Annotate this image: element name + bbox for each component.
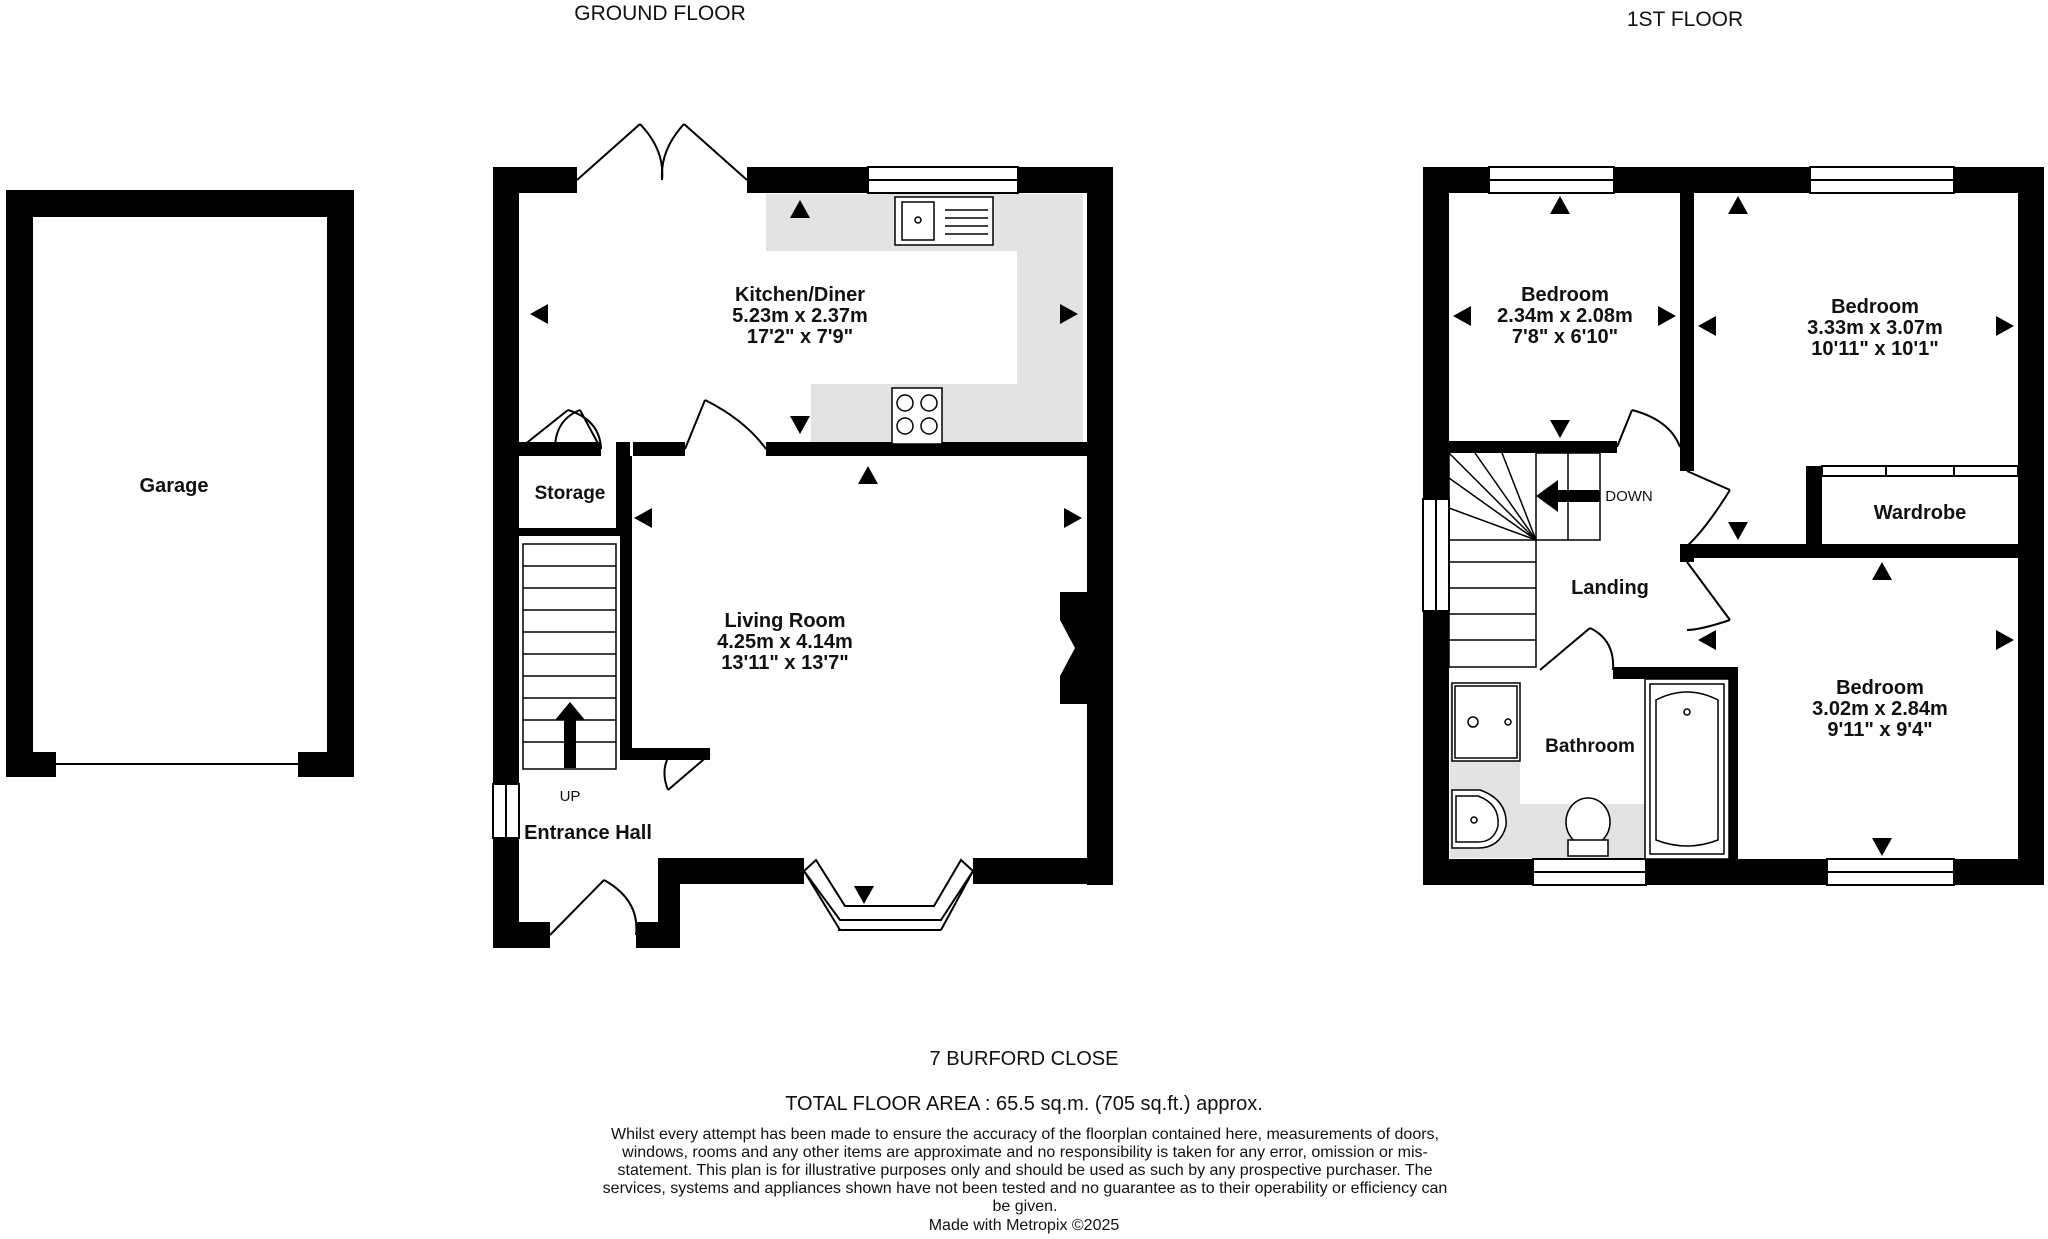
bedroom-main-name: Bedroom xyxy=(1831,296,1919,318)
bedroom-third-metric: 3.02m x 2.84m xyxy=(1812,698,1948,720)
landing-label: Landing xyxy=(1571,577,1649,599)
up-arrow-icon xyxy=(555,702,585,768)
entrance-hall-label: Entrance Hall xyxy=(524,822,652,844)
kitchen-hob xyxy=(892,388,942,444)
ground-floor-title: GROUND FLOOR xyxy=(574,2,746,25)
garage-label: Garage xyxy=(139,475,209,497)
kitchen-name: Kitchen/Diner xyxy=(734,284,866,306)
up-label: UP xyxy=(559,788,581,805)
living-name: Living Room xyxy=(724,610,846,632)
bedroom-third-name: Bedroom xyxy=(1836,677,1924,699)
kitchen-imperial: 17'2" x 7'9" xyxy=(746,326,854,348)
living-imperial: 13'11" x 13'7" xyxy=(721,652,849,674)
kitchen-metric: 5.23m x 2.37m xyxy=(732,305,868,327)
bathtub xyxy=(1645,679,1729,859)
total-floor-area: TOTAL FLOOR AREA : 65.5 sq.m. (705 sq.ft.) approx. xyxy=(785,1093,1263,1115)
bedroom-main-imperial: 10'11" x 10'1" xyxy=(1811,338,1939,360)
shower-tray xyxy=(1452,683,1520,761)
first-floor-stairs xyxy=(1449,453,1600,667)
disclaimer-text: Whilst every attempt has been made to ensure the accuracy of the floorplan contained here, measurements of doors, windows, rooms and any other items are approximate and no responsibility is taken for any error, omission or mis-statement. This plan is for illustrative purposes only and should be used as such by any prospective purchaser. The services, systems and appliances shown have not been tested and no guarantee as to their operability or efficiency can be given. xyxy=(602,1126,1448,1215)
bathroom-label: Bathroom xyxy=(1545,736,1635,757)
living-metric: 4.25m x 4.14m xyxy=(717,631,853,653)
kitchen-window xyxy=(868,167,1018,193)
bay-window xyxy=(804,860,973,930)
french-doors xyxy=(577,124,747,180)
bedroom-small-imperial: 7'8" x 6'10" xyxy=(1511,326,1619,348)
wardrobe-label: Wardrobe xyxy=(1873,502,1967,524)
address-label: 7 BURFORD CLOSE xyxy=(929,1048,1119,1070)
metropix-credit: Made with Metropix ©2025 xyxy=(928,1217,1120,1234)
kitchen-sink xyxy=(895,197,993,245)
storage-label: Storage xyxy=(534,483,606,504)
wardrobe-doors xyxy=(1822,466,2018,476)
first-floor-title: 1ST FLOOR xyxy=(1626,8,1744,31)
bedroom-small-metric: 2.34m x 2.08m xyxy=(1497,305,1633,327)
toilet xyxy=(1566,798,1610,856)
bedroom-third-imperial: 9'11" x 9'4" xyxy=(1827,719,1933,741)
bedroom-small-name: Bedroom xyxy=(1521,284,1609,306)
bedroom-main-metric: 3.33m x 3.07m xyxy=(1807,317,1943,339)
down-label: DOWN xyxy=(1605,488,1653,505)
